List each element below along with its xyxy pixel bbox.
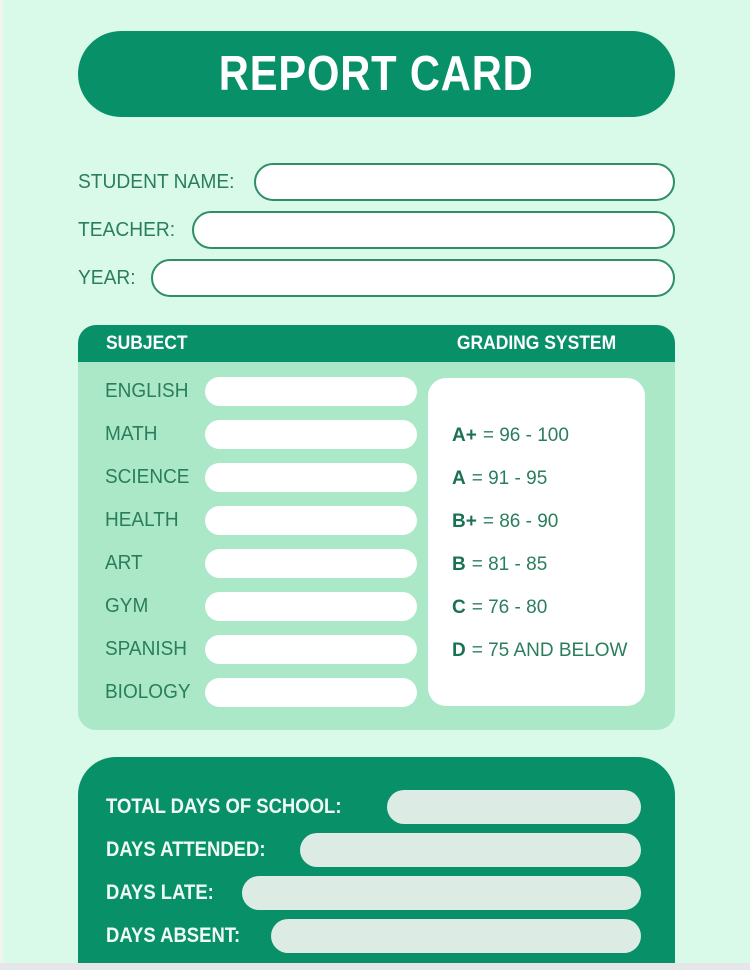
grade-range: = 96 - 100 bbox=[482, 424, 569, 446]
grade-range: = 91 - 95 bbox=[471, 467, 548, 489]
total-days-row bbox=[106, 790, 641, 824]
subject-label: BIOLOGY bbox=[105, 681, 191, 703]
grade-line-a bbox=[452, 457, 645, 500]
student-info-section bbox=[78, 163, 675, 307]
year-row bbox=[78, 259, 675, 297]
student-name-input[interactable] bbox=[254, 163, 675, 201]
grade-line-c bbox=[452, 586, 645, 629]
grade-line-d bbox=[452, 629, 645, 672]
health-grade-input[interactable] bbox=[205, 506, 417, 535]
grade-range: = 81 - 85 bbox=[471, 553, 548, 575]
subjects-table-body bbox=[78, 362, 675, 730]
days-absent-label: DAYS ABSENT: bbox=[106, 924, 241, 947]
page-bottom-edge bbox=[0, 963, 750, 970]
grade-range: = 76 - 80 bbox=[471, 596, 548, 618]
report-card-header bbox=[78, 31, 675, 117]
grade-letter: B bbox=[452, 553, 466, 575]
total-days-label: TOTAL DAYS OF SCHOOL: bbox=[106, 795, 342, 818]
days-absent-input[interactable] bbox=[271, 919, 641, 953]
grade-letter: A+ bbox=[452, 424, 477, 446]
subjects-table-header bbox=[78, 325, 675, 362]
teacher-label: TEACHER: bbox=[78, 218, 176, 241]
grade-line-b-plus bbox=[452, 500, 645, 543]
subject-label: MATH bbox=[105, 423, 158, 445]
grading-system-column-header: GRADING SYSTEM bbox=[456, 333, 617, 354]
days-attended-label: DAYS ATTENDED: bbox=[106, 838, 266, 861]
grade-letter: B+ bbox=[452, 510, 477, 532]
grade-range: = 75 AND BELOW bbox=[471, 639, 628, 661]
spanish-grade-input[interactable] bbox=[205, 635, 417, 664]
subject-label: HEALTH bbox=[105, 509, 179, 531]
gym-grade-input[interactable] bbox=[205, 592, 417, 621]
teacher-row bbox=[78, 211, 675, 249]
days-absent-row bbox=[106, 919, 641, 953]
grade-range: = 86 - 90 bbox=[482, 510, 559, 532]
student-name-row bbox=[78, 163, 675, 201]
student-name-label: STUDENT NAME: bbox=[78, 170, 235, 193]
grade-line-b bbox=[452, 543, 645, 586]
grade-line-a-plus bbox=[452, 414, 645, 457]
subject-label: ENGLISH bbox=[105, 380, 189, 402]
total-days-input[interactable] bbox=[387, 790, 641, 824]
year-label: YEAR: bbox=[78, 266, 136, 289]
subject-label: GYM bbox=[105, 595, 149, 617]
subjects-table bbox=[78, 325, 675, 730]
art-grade-input[interactable] bbox=[205, 549, 417, 578]
subject-label: ART bbox=[105, 552, 143, 574]
days-attended-row bbox=[106, 833, 641, 867]
days-attended-input[interactable] bbox=[300, 833, 641, 867]
subject-column-header: SUBJECT bbox=[106, 333, 188, 354]
subject-label: SPANISH bbox=[105, 638, 188, 660]
science-grade-input[interactable] bbox=[205, 463, 417, 492]
days-late-input[interactable] bbox=[242, 876, 641, 910]
days-late-row bbox=[106, 876, 641, 910]
math-grade-input[interactable] bbox=[205, 420, 417, 449]
teacher-input[interactable] bbox=[192, 211, 675, 249]
subject-label: SCIENCE bbox=[105, 466, 190, 488]
year-input[interactable] bbox=[151, 259, 675, 297]
grade-letter: C bbox=[452, 596, 466, 618]
days-late-label: DAYS LATE: bbox=[106, 881, 214, 904]
english-grade-input[interactable] bbox=[205, 377, 417, 406]
grade-letter: A bbox=[452, 467, 466, 489]
biology-grade-input[interactable] bbox=[205, 678, 417, 707]
page-title: REPORT CARD bbox=[219, 47, 534, 101]
grade-letter: D bbox=[452, 639, 466, 661]
attendance-section bbox=[78, 757, 675, 963]
grading-system-panel bbox=[428, 378, 645, 706]
